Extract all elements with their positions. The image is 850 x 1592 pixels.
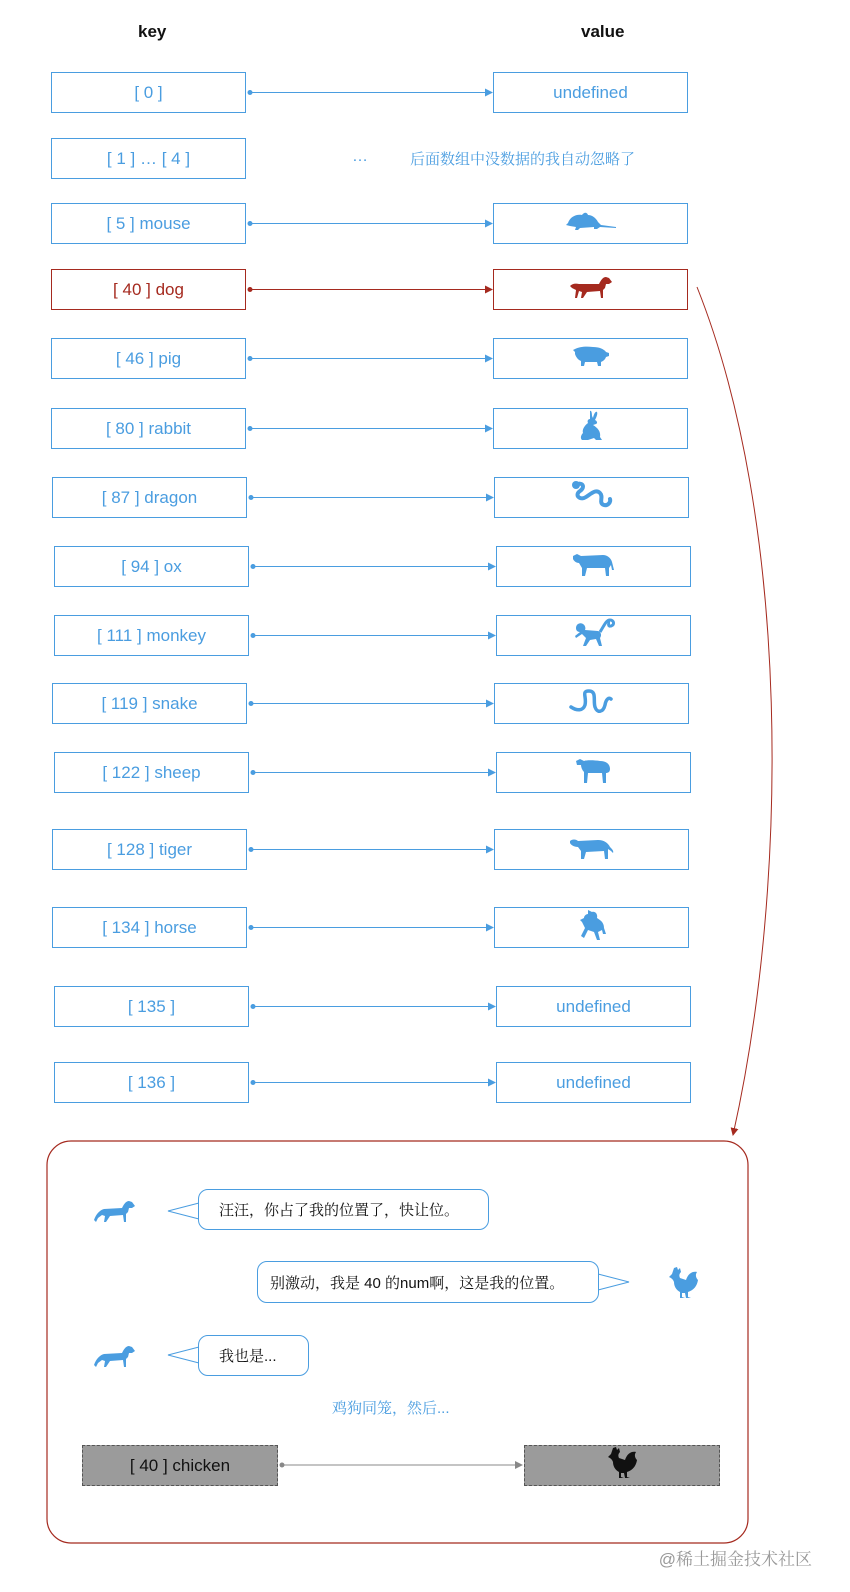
dog-to-dialog-arrow bbox=[697, 287, 772, 1135]
ellipsis-dots: … bbox=[352, 148, 368, 165]
value-box bbox=[494, 683, 689, 724]
monkey-icon bbox=[572, 616, 616, 655]
value-box bbox=[494, 829, 689, 870]
key-box: [ 128 ] tiger bbox=[52, 829, 247, 870]
tiger-icon bbox=[568, 833, 616, 866]
value-box bbox=[494, 477, 689, 518]
value-header: value bbox=[581, 22, 625, 41]
key-box: [ 111 ] monkey bbox=[54, 615, 249, 656]
value-box bbox=[494, 907, 689, 948]
value-box bbox=[493, 203, 688, 244]
key-header: key bbox=[138, 22, 167, 41]
value-box bbox=[496, 546, 691, 587]
rabbit-icon bbox=[576, 409, 606, 448]
mouse-icon bbox=[564, 209, 618, 238]
key-box: [ 122 ] sheep bbox=[54, 752, 249, 793]
key-box: [ 119 ] snake bbox=[52, 683, 247, 724]
dog-icon bbox=[92, 1198, 136, 1224]
dragon-icon bbox=[570, 479, 614, 516]
key-box: [ 136 ] bbox=[54, 1062, 249, 1103]
result-value-box bbox=[524, 1445, 720, 1486]
dog-icon bbox=[92, 1343, 136, 1369]
key-box: [ 1 ] … [ 4 ] bbox=[51, 138, 246, 179]
value-box bbox=[496, 752, 691, 793]
key-box: [ 46 ] pig bbox=[51, 338, 246, 379]
sheep-icon bbox=[574, 755, 614, 790]
value-box: undefined bbox=[496, 1062, 691, 1103]
ox-icon bbox=[571, 550, 617, 583]
result-key-box: [ 40 ] chicken bbox=[82, 1445, 278, 1486]
watermark: @稀土掘金技术社区 bbox=[658, 1550, 812, 1569]
value-box bbox=[493, 338, 688, 379]
value-box bbox=[493, 269, 688, 310]
value-box bbox=[493, 408, 688, 449]
dog-speech-bubble-2: 我也是... bbox=[198, 1335, 309, 1376]
horse-icon bbox=[576, 908, 608, 947]
key-box: [ 87 ] dragon bbox=[52, 477, 247, 518]
rooster-icon bbox=[605, 1446, 639, 1485]
key-box: [ 0 ] bbox=[51, 72, 246, 113]
rooster-icon bbox=[666, 1266, 700, 1300]
dog-icon bbox=[568, 274, 614, 305]
key-box: [ 40 ] dog bbox=[51, 269, 246, 310]
value-box: undefined bbox=[496, 986, 691, 1027]
dialog-caption: 鸡狗同笼，然后... bbox=[332, 1400, 450, 1417]
chicken-speech-bubble: 别激动，我是 40 的num啊，这是我的位置。 bbox=[257, 1261, 599, 1303]
value-box: undefined bbox=[493, 72, 688, 113]
key-box: [ 94 ] ox bbox=[54, 546, 249, 587]
ignore-note: 后面数组中没数据的我自动忽略了 bbox=[410, 151, 636, 168]
pig-icon bbox=[571, 344, 611, 373]
key-box: [ 5 ] mouse bbox=[51, 203, 246, 244]
snake-icon bbox=[569, 687, 615, 720]
key-box: [ 135 ] bbox=[54, 986, 249, 1027]
key-box: [ 134 ] horse bbox=[52, 907, 247, 948]
dog-speech-bubble-1: 汪汪，你占了我的位置了，快让位。 bbox=[198, 1189, 489, 1230]
key-box: [ 80 ] rabbit bbox=[51, 408, 246, 449]
value-box bbox=[496, 615, 691, 656]
